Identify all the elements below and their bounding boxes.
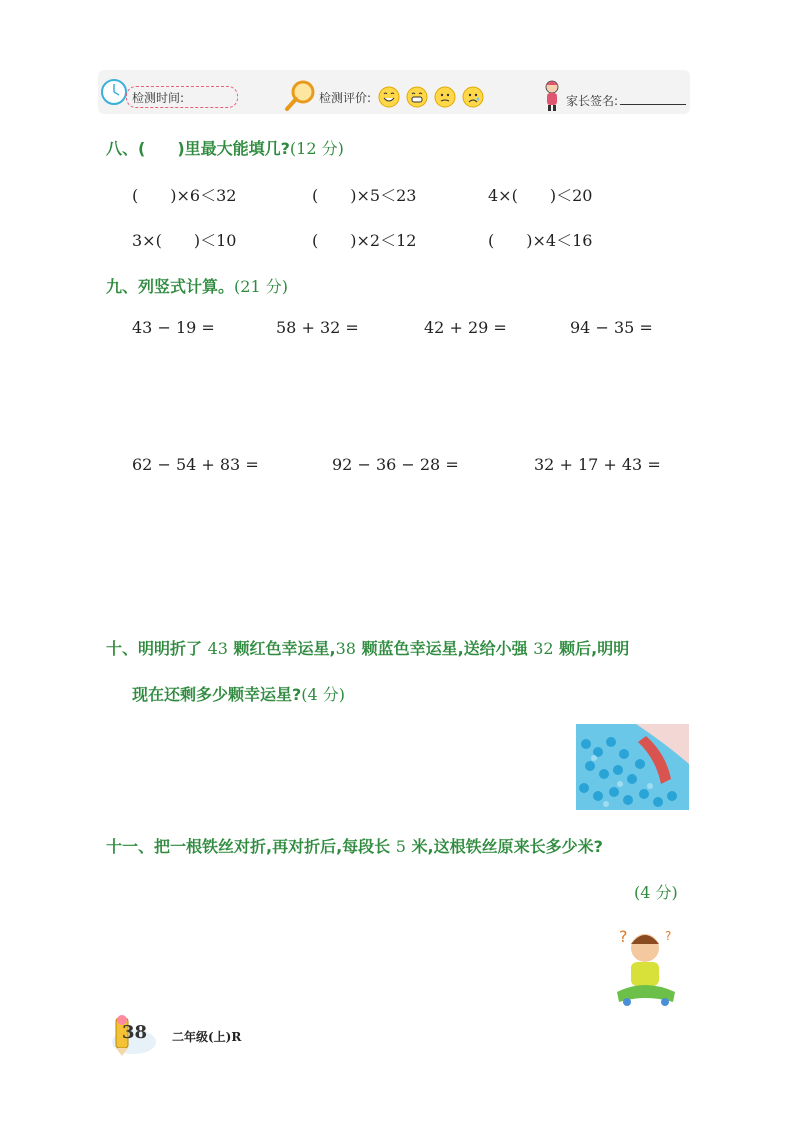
calc-9-3: 42 + 29 =	[424, 318, 507, 337]
sign-line[interactable]	[620, 104, 686, 105]
section8-title: 八、( )里最大能填几?(12 分)	[106, 139, 344, 158]
section11-line1: 十一、把一根铁丝对折,再对折后,每段长 5 米,这根铁丝原来长多少米?	[106, 837, 603, 856]
smile-face-icon[interactable]	[378, 86, 400, 108]
svg-text:?: ?	[619, 927, 628, 946]
expr-8-6: ( )×4＜16	[488, 231, 593, 250]
expr-8-4: 3×( )＜10	[132, 231, 237, 250]
calc-9-6: 92 − 36 − 28 =	[332, 455, 459, 474]
expr-8-5: ( )×2＜12	[312, 231, 417, 250]
expr-8-1: ( )×6＜32	[132, 186, 237, 205]
calc-9-7: 32 + 17 + 43 =	[534, 455, 661, 474]
calc-9-2: 58 + 32 =	[276, 318, 359, 337]
sad-face-icon[interactable]	[462, 86, 484, 108]
calc-9-5: 62 − 54 + 83 =	[132, 455, 259, 474]
time-label: 检测时间:	[132, 91, 185, 105]
section10-line2: 现在还剩多少颗幸运星?(4 分)	[132, 685, 346, 704]
calc-9-1: 43 − 19 =	[132, 318, 215, 337]
expr-8-3: 4×( )＜20	[488, 186, 593, 205]
expr-8-2: ( )×5＜23	[312, 186, 417, 205]
lucky-stars-photo	[576, 724, 689, 810]
calc-9-4: 94 − 35 =	[570, 318, 653, 337]
sign-label: 家长签名:	[566, 94, 619, 108]
section11-score: (4 分)	[634, 883, 678, 902]
eval-label: 检测评价:	[319, 91, 372, 105]
section9-title: 九、列竖式计算。(21 分)	[106, 277, 288, 296]
grin-face-icon[interactable]	[406, 86, 428, 108]
clock-icon	[100, 78, 128, 106]
grade-label: 二年级(上)R	[172, 1030, 242, 1044]
svg-text:?: ?	[665, 929, 672, 943]
page-number: 38	[122, 1022, 148, 1043]
magnifier-icon	[283, 79, 317, 113]
girl-icon	[540, 78, 564, 112]
thinking-boy-illustration	[603, 918, 689, 1008]
neutral-face-icon[interactable]	[434, 86, 456, 108]
section10-line1: 十、明明折了 43 颗红色幸运星,38 颗蓝色幸运星,送给小强 32 颗后,明明	[106, 639, 630, 658]
